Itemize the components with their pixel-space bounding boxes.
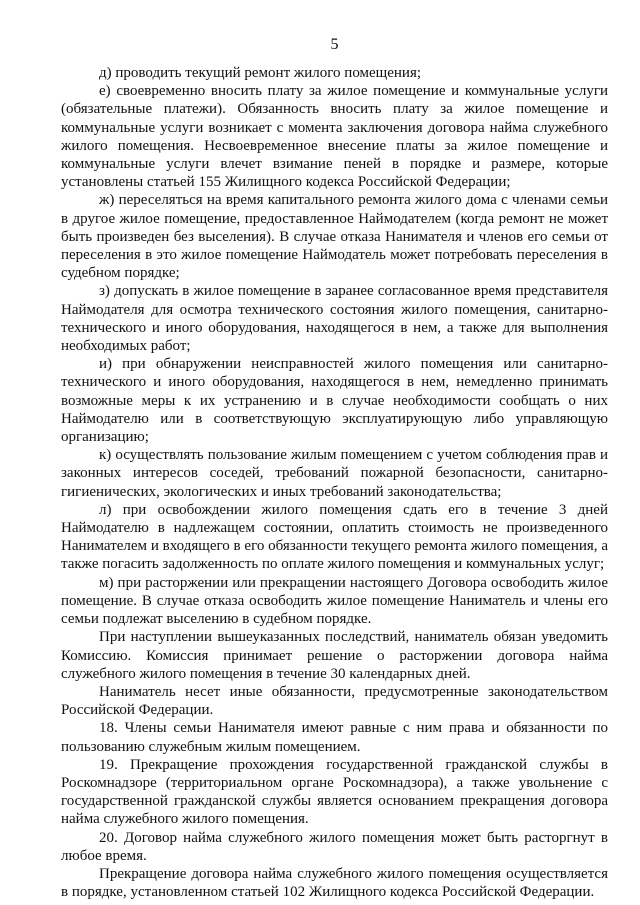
paragraph-zh: ж) переселяться на время капитального ремонта жилого дома с членами семьи в другое жилое помещение, предоставленное Наймодателем (когда ремонт не может быть произведен без выселения). В случае отказа Нанимателя и членов его семьи от переселения в это жилое помещение Наймодатель может потребовать переселения в судебном порядке; xyxy=(61,192,608,282)
paragraph-i: и) при обнаружении неисправностей жилого помещения или санитарно-технического и иного оборудования, находящегося в нем, немедленно принимать возможные меры к их устранению и в случае необходимости сообщать о них Наймодателю или в соответствующую эксплуатирующую либо управляющую организацию; xyxy=(61,356,608,446)
paragraph-19: 19. Прекращение прохождения государственной гражданской службы в Роскомнадзоре (территориальном органе Роскомнадзора), а также увольнение с государственной гражданской службы является основанием прекращения договора найма служебного жилого помещения. xyxy=(61,756,608,828)
paragraph-z: з) допускать в жилое помещение в заранее согласованное время представителя Наймодателя для осмотра технического состояния жилого помещения, санитарно-технического и иного оборудования, находящегося в нем, а также для выполнения необходимых работ; xyxy=(61,283,608,355)
paragraph-20: 20. Договор найма служебного жилого помещения может быть расторгнут в любое время. xyxy=(61,829,608,864)
paragraph-notify-commission: При наступлении вышеуказанных последствий, наниматель обязан уведомить Комиссию. Комиссия принимает решение о расторжении договора найма служебного жилого помещения в течение 30 календарных дней. xyxy=(61,629,608,682)
paragraph-other-duties: Наниматель несет иные обязанности, предусмотренные законодательством Российской Федерации. xyxy=(61,683,608,719)
paragraph-18: 18. Члены семьи Нанимателя имеют равные с ним права и обязанности по пользованию служебным жилым помещением. xyxy=(61,720,608,755)
paragraph-m: м) при расторжении или прекращении настоящего Договора освободить жилое помещение. В случае отказа освободить жилое помещение Наниматель и члены его семьи подлежат выселению в судебном порядке. xyxy=(61,574,608,628)
paragraph-e: е) своевременно вносить плату за жилое помещение и коммунальные услуги (обязательные платежи). Обязанность вносить плату за жилое помещение и коммунальные услуги возникает с момента заключения договора найма служебного жилого помещения. Несвоевременное внесение платы за жилое помещение и коммунальные услуги влечет взимание пеней в порядке и размере, которые установлены статьей 155 Жилищного кодекса Российской Федерации; xyxy=(61,83,608,191)
paragraph-k: к) осуществлять пользование жилым помещением с учетом соблюдения прав и законных интересов соседей, требований пожарной безопасности, санитарно-гигиенических, экологических и иных требований законодательства; xyxy=(61,447,608,500)
paragraph-l: л) при освобождении жилого помещения сдать его в течение 3 дней Наймодателю в надлежащем состоянии, оплатить стоимость не произведенного Нанимателем и входящего в его обязанности текущего ремонта жилого помещения, а также погасить задолженность по оплате жилого помещения и коммунальных услуг; xyxy=(61,501,608,573)
paragraph-termination: Прекращение договора найма служебного жилого помещения осуществляется в порядке, установленном статьей 102 Жилищного кодекса Российской Федерации. xyxy=(61,865,608,901)
page-number: 5 xyxy=(330,36,339,53)
paragraph-d: д) проводить текущий ремонт жилого помещения; xyxy=(99,65,422,81)
document-body xyxy=(61,64,608,901)
